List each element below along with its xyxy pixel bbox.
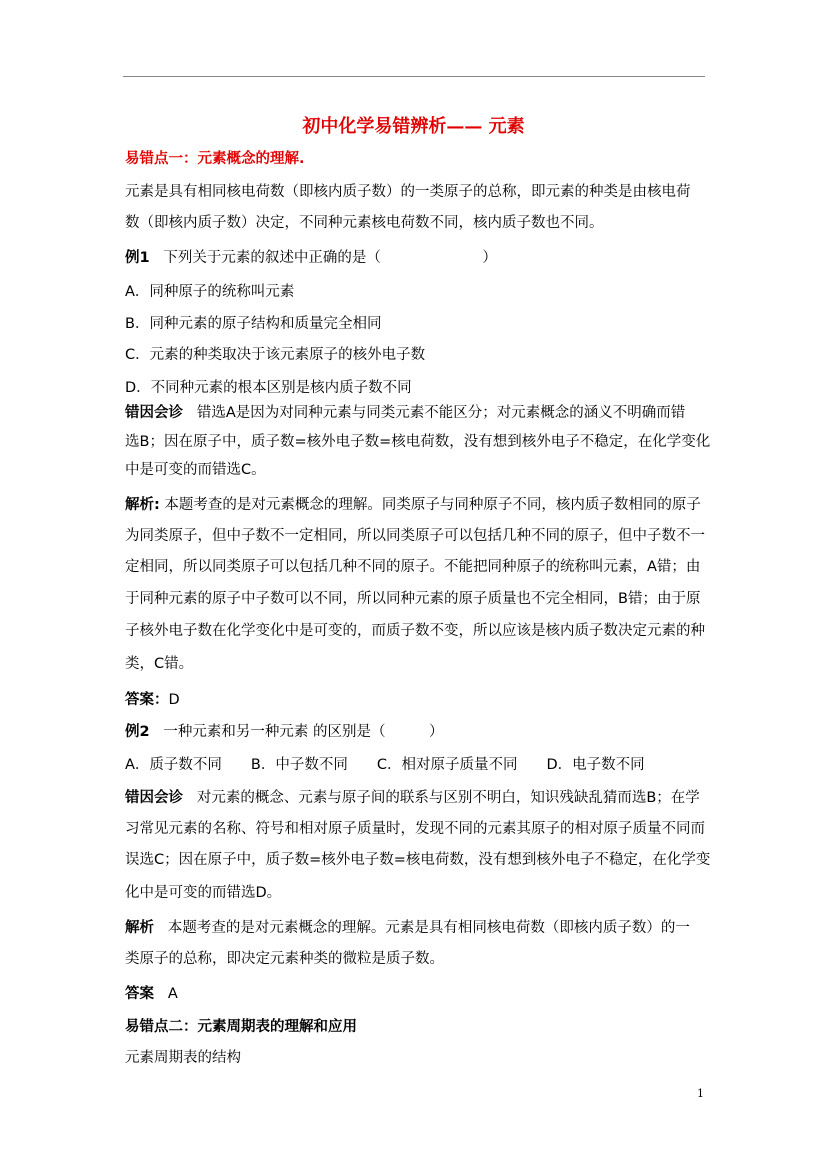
example-2-error-diagnosis [125,789,700,807]
example-1-option-c: C．元素的种类取决于该元素原子的核外电子数 [125,347,426,363]
example-2-error-diagnosis-text: 习常见元素的名称、符号和相对原子质量时，发现不同的元素其原子的相对原子质量不同而 [125,821,705,837]
example-1-analysis-text: 类，C错。 [125,656,194,672]
example-2-label: 例2 [125,724,150,740]
example-1-label: 例1 [125,250,150,266]
example-2-options: A．质子数不同 B．中子数不同 C．相对原子质量不同 D．电子数不同 [125,757,645,773]
example-1-option-d: D．不同种元素的根本区别是核内质子数不同 [125,380,412,396]
page-title: 初中化学易错辨析—— 元素 [302,116,525,137]
example-2-question-text: 一种元素和另一种元素 的区别是（ ） [163,724,444,740]
answer-label: 答案 [125,986,154,1002]
example-1-analysis-text: 定相同，所以同类原子可以包括几种不同的原子。不能把同种原子的统称叫元素，A错；由 [125,559,701,575]
example-2-error-diagnosis-text: 化中是可变的而错选D。 [125,885,282,901]
example-1-analysis-text: 于同种元素的原子中子数可以不同，所以同种元素的原子质量也不完全相同，B错；由于原 [125,591,701,607]
example-1-analysis-text: 子核外电子数在化学变化中是可变的，而质子数不变，所以应该是核内质子数决定元素的种 [125,623,705,639]
error-diagnosis-label: 错因会诊 [125,405,183,421]
example-1-error-diagnosis-text: 中是可变的而错选C。 [125,462,266,478]
example-2-answer [125,985,178,1003]
example-1-error-diagnosis-text: 选B；因在原子中，质子数=核外电子数=核电荷数，没有想到核外电子不稳定，在化学变化 [125,434,711,450]
analysis-label: 解析: [125,497,160,513]
analysis-label: 解析 [125,920,154,936]
example-2-analysis-text: 类原子的总称，即决定元素种类的微粒是质子数。 [125,951,444,967]
example-1-question-text: 下列关于元素的叙述中正确的是（ ） [163,250,497,266]
header-rule [123,76,705,77]
answer-value: A [167,986,178,1002]
example-1-option-b: B．同种元素的原子结构和质量完全相同 [125,316,382,332]
error-diagnosis-text: 错选A是因为对同种元素与同类元素不能区分；对元素概念的涵义不明确而错 [196,405,686,421]
example-2-question [125,723,444,741]
section-1-text: 元素是具有相同核电荷数（即核内质子数）的一类原子的总称，即元素的种类是由核电荷 [125,184,691,200]
analysis-text: 本题考查的是对元素概念的理解。同类原子与同种原子不同，核内质子数相同的原子 [164,497,701,513]
page-number: 1 [697,1087,704,1100]
answer-value: D [168,692,180,708]
section-1-heading: 易错点一：元素概念的理解. [125,151,305,167]
section-2-text: 元素周期表的结构 [125,1050,241,1066]
example-1-question [125,249,497,267]
section-1-text: 数（即核内质子数）决定，不同种元素核电荷数不同，核内质子数也不同。 [125,215,604,231]
analysis-text: 本题考查的是对元素概念的理解。元素是具有相同核电荷数（即核内质子数）的一 [167,920,690,936]
example-1-analysis [125,496,701,514]
example-1-option-a: A．同种原子的统称叫元素 [125,284,295,300]
section-2-heading: 易错点二：元素周期表的理解和应用 [125,1019,357,1035]
error-diagnosis-text: 对元素的概念、元素与原子间的联系与区别不明白，知识残缺乱猜而选B；在学 [196,790,700,806]
example-2-analysis [125,919,690,937]
example-1-error-diagnosis [125,404,685,422]
example-1-answer [125,691,180,709]
answer-label: 答案： [125,692,169,708]
error-diagnosis-label: 错因会诊 [125,790,183,806]
example-1-analysis-text: 为同类原子，但中子数不一定相同，所以同类原子可以包括几种不同的原子，但中子数不一 [125,528,705,544]
example-2-error-diagnosis-text: 误选C；因在原子中，质子数=核外电子数=核电荷数，没有想到核外电子不稳定，在化学变 [125,852,711,868]
